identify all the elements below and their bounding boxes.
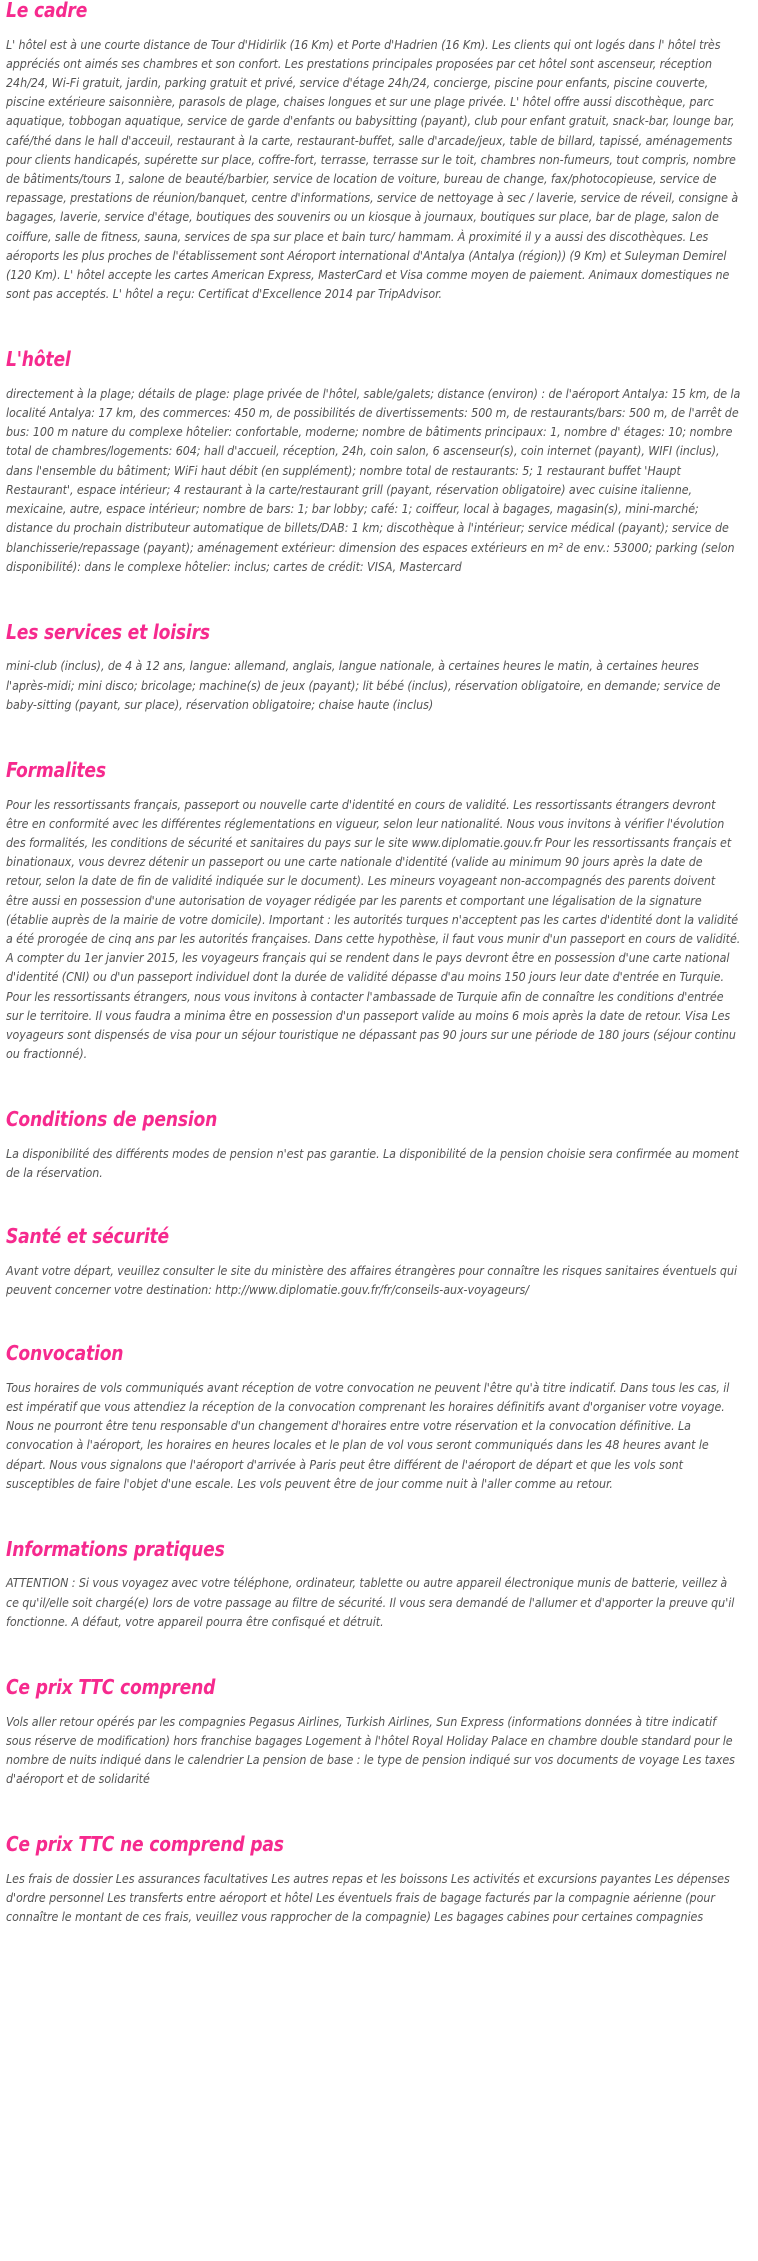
section-ce-prix-ttc-ne-comprend-pas <box>6 1834 752 1926</box>
section-heading-informations-pratiques: Informations pratiques <box>6 1536 225 1561</box>
spacer <box>6 782 752 795</box>
spacer <box>6 371 752 384</box>
section-text-informations-pratiques: ATTENTION : Si vous voyagez avec votre téléphone, ordinateur, tablette ou autre appareil électronique munis de batterie, veillez à ce qu'il/elle soit chargé(e) lors de votre passage au filtre de sécurité. Il vous sera demandé de l'allumer et d'apporter la preuve qu'il fonctionne. A défaut, votre appareil pourra être confisqué et détruit. <box>6 1575 735 1629</box>
section-text-ce-prix-ttc-comprend: Vols aller retour opérés par les compagnies Pegasus Airlines, Turkish Airlines, Sun Express (informations données à titre indicatif sous réserve de modification) hors franchise bagages Logement à l'hôtel Royal Holiday Palace en chambre double standard pour le nombre de nuits indiqué dans le calendrier La pension de base : le type de pension indiqué sur vos documents de voyage Les taxes d'aéroport et de solidarité <box>6 1713 735 1787</box>
spacer <box>6 1699 752 1712</box>
section-text-sante-et-securite: Avant votre départ, veuillez consulter le site du ministère des affaires étrangères pour connaître les risques sanitaires éventuels qui peuvent concerner votre destination: http://www.diplomatie.gouv.fr/fr/conseils-aux-voyageurs/ <box>6 1262 738 1298</box>
section-le-cadre <box>6 0 752 303</box>
section-text-formalites: Pour les ressortissants français, passeport ou nouvelle carte d'identité en cours de validité. Les ressortissants étrangers devront être en conformité avec les différentes réglementations en vigueur, selon leur nationalité. Nous vous invitons à vérifier l'évolution des formalités, les conditions de sécurité et sanitaires du pays sur le site www.diplomatie.gouv.fr Pour les ressortissants français et binationaux, vous devrez détenir un passeport ou une carte nationale d'identité (valide au minimum 90 jours après la date de retour, selon la date de fin de validité indiquée sur le document). Les mineurs voyageant non-accompagnés des parents doivent être aussi en possession d'une autorisation de voyager rédigée par les parents et comportant une légalisation de la signature (établie auprès de la mairie de votre domicile). Important : les autorités turques n'acceptent pas les cartes d'identité dont la validité a été prorogée de cinq ans par les autorités françaises. Dans cette hypothèse, il faut vous munir d'un passeport en cours de validité. A compter du 1er janvier 2015, les voyageurs français qui se rendent dans le pays devront être en possession d'une carte national d'identité (CNI) ou d'un passeport individuel dont la durée de validité dépasse d'au moins 150 jours leur date d'entrée en Turquie. Pour les ressortissants étrangers, nous vous invitons à contacter l'ambassade de Turquie afin de connaître les conditions d'entrée sur le territoire. Il vous faudra a minima être en possession d'un passeport valide au moins 6 mois après la date de retour. Visa Les voyageurs sont dispensés de visa pour un séjour touristique ne dépassant pas 90 jours sur une période de 180 jours (séjour continu ou fractionné). <box>6 796 741 1062</box>
spacer <box>6 1365 752 1378</box>
spacer <box>6 1182 752 1226</box>
section-convocation <box>6 1343 752 1493</box>
spacer <box>6 1856 752 1869</box>
section-l-hotel <box>6 349 752 576</box>
spacer <box>6 303 752 349</box>
section-heading-ce-prix-ttc-ne-comprend-pas: Ce prix TTC ne comprend pas <box>6 1832 284 1857</box>
section-heading-convocation: Convocation <box>6 1341 124 1366</box>
section-heading-ce-prix-ttc-comprend: Ce prix TTC comprend <box>6 1675 216 1700</box>
section-sante-et-securite <box>6 1226 752 1299</box>
section-heading-le-cadre: Le cadre <box>6 0 88 22</box>
section-heading-conditions-de-pension: Conditions de pension <box>6 1107 218 1132</box>
section-heading-l-hotel: L'hôtel <box>6 347 71 372</box>
section-les-services-et-loisirs <box>6 619 752 714</box>
spacer <box>6 643 752 656</box>
section-text-le-cadre: L' hôtel est à une courte distance de Tour d'Hidirlik (16 Km) et Porte d'Hadrien (16 Km). Les clients qui ont logés dans l' hôtel très appréciés ont aimés ses chambres et son confort. Les prestations principales proposées par cet hôtel sont ascenseur, réception 24h/24, Wi-Fi gratuit, jardin, parking gratuit et privé, service d'étage 24h/24, concierge, piscine pour enfants, piscine couverte, piscine extérieure saisonnière, parasols de plage, chaises longues et sur une plage privée. L' hôtel offre aussi discothèque, parc aquatique, tobbogan aquatique, service de garde d'enfants ou babysitting (payant), club pour enfant gratuit, snack-bar, lounge bar, café/thé dans le hall d'acceuil, restaurant à la carte, restaurant-buffet, salle d'arcade/jeux, table de billard, tapissé, aménagements pour clients handicapés, supérette sur place, coffre-fort, terrasse, terrasse sur le toit, chambres non-fumeurs, tout compris, nombre de bâtiments/tours 1, salone de beauté/barbier, service de location de voiture, bureau de change, fax/photocopieuse, service de repassage, prestations de réunion/banquet, centre d'informations, service de nettoyage à sec / laverie, service de réveil, consigne à bagages, laverie, service d'étage, boutiques des souvenirs ou un kiosque à journaux, boutiques sur place, bar de plage, salon de coiffure, salle de fitness, sauna, services de spa sur place et bain turc/ hammam. À proximité il y a aussi des discothèques. Les aéroports les plus proches de l'établissement sont Aéroport international d'Antalya (Antalya (région)) (9 Km) et Suleyman Demirel (120 Km). L' hôtel accepte les cartes American Express, MasterCard et Visa comme moyen de paiement. Animaux domestiques ne sont pas acceptés. L' hôtel a reçu: Certificat d'Excellence 2014 par TripAdvisor. <box>6 36 739 302</box>
spacer <box>6 1248 752 1261</box>
spacer <box>6 576 752 622</box>
spacer <box>6 1131 752 1144</box>
section-heading-les-services-et-loisirs: Les services et loisirs <box>6 619 210 644</box>
section-ce-prix-ttc-comprend <box>6 1677 752 1788</box>
section-text-les-services-et-loisirs: mini-club (inclus), de 4 à 12 ans, langue: allemand, anglais, langue nationale, à certaines heures le matin, à certaines heures l'après-midi; mini disco; bricolage; machine(s) de jeux (payant); lit bébé (inclus), réservation obligatoire, en demande; service de baby-sitting (payant, sur place), réservation obligatoire; chaise haute (inclus) <box>6 658 721 712</box>
spacer <box>6 1299 752 1343</box>
spacer <box>6 1788 752 1834</box>
spacer <box>6 1063 752 1109</box>
spacer <box>6 1493 752 1539</box>
section-text-conditions-de-pension: La disponibilité des différents modes de pension n'est pas garantie. La disponibilité de la pension choisie sera confirmée au moment de la réservation. <box>6 1145 739 1181</box>
spacer <box>6 22 752 35</box>
section-text-ce-prix-ttc-ne-comprend-pas: Les frais de dossier Les assurances facultatives Les autres repas et les boissons Les activités et excursions payantes Les dépenses d'ordre personnel Les transferts entre aéroport et hôtel Les éventuels frais de bagage facturés par la compagnie aérienne (pour connaître le montant de ces frais, veuillez vous rapprocher de la compagnie) Les bagages cabines pour certaines compagnies <box>6 1870 730 1925</box>
section-text-convocation: Tous horaires de vols communiqués avant réception de votre convocation ne peuvent l'être qu'à titre indicatif. Dans tous les cas, il est impératif que vous attendiez la réception de la convocation comprenant les horaires définitifs avant d'organiser votre voyage. Nous ne pourront être tenu responsable d'un changement d'horaires entre votre réservation et la convocation définitive. La convocation à l'aéroport, les horaires en heures locales et le plan de vol vous seront communiqués dans les 48 heures avant le départ. Nous vous signalons que l'aéroport d'arrivée à Paris peut être différent de l'aéroport de départ et que les vols sont susceptibles de faire l'objet d'une escale. Les vols peuvent être de jour comme nuit à l'aller comme au retour. <box>6 1379 730 1491</box>
spacer <box>6 714 752 760</box>
section-heading-sante-et-securite: Santé et sécurité <box>6 1224 169 1249</box>
section-conditions-de-pension <box>6 1109 752 1182</box>
spacer <box>6 1631 752 1677</box>
section-formalites <box>6 760 752 1063</box>
spacer <box>6 1560 752 1573</box>
section-informations-pratiques <box>6 1536 752 1631</box>
section-text-l-hotel: directement à la plage; détails de plage: plage privée de l'hôtel, sable/galets; distance (environ) : de l'aéroport Antalya: 15 km, de la localité Antalya: 17 km, des commerces: 450 m, de possibilités de divertissements: 500 m, de restaurants/bars: 500 m, de l'arrêt de bus: 100 m nature du complexe hôtelier: confortable, moderne; nombre de bâtiments principaux: 1, nombre d' étages: 10; nombre total de chambres/logements: 604; hall d'accueil, réception, 24h, coin salon, 6 ascenseur(s), coin internet (payant), WIFI (inclus), dans l'ensemble du bâtiment; WiFi haut débit (en supplément); nombre total de restaurants: 5; 1 restaurant buffet 'Haupt Restaurant', espace intérieur; 4 restaurant à la carte/restaurant grill (payant, réservation obligatoire) avec cuisine italienne, mexicaine, autre, espace intérieur; nombre de bars: 1; bar lobby; café: 1; coiffeur, local à bagages, magasin(s), mini-marché; distance du prochain distributeur automatique de billets/DAB: 1 km; discothèque à l'intérieur; service médical (payant); service de blanchisserie/repassage (payant); aménagement extérieur: dimension des espaces extérieurs en m² de env.: 53000; parking (selon disponibilité): dans le complexe hôtelier: inclus; cartes de crédit: VISA, Mastercard <box>6 385 741 574</box>
section-heading-formalites: Formalites <box>6 758 106 783</box>
